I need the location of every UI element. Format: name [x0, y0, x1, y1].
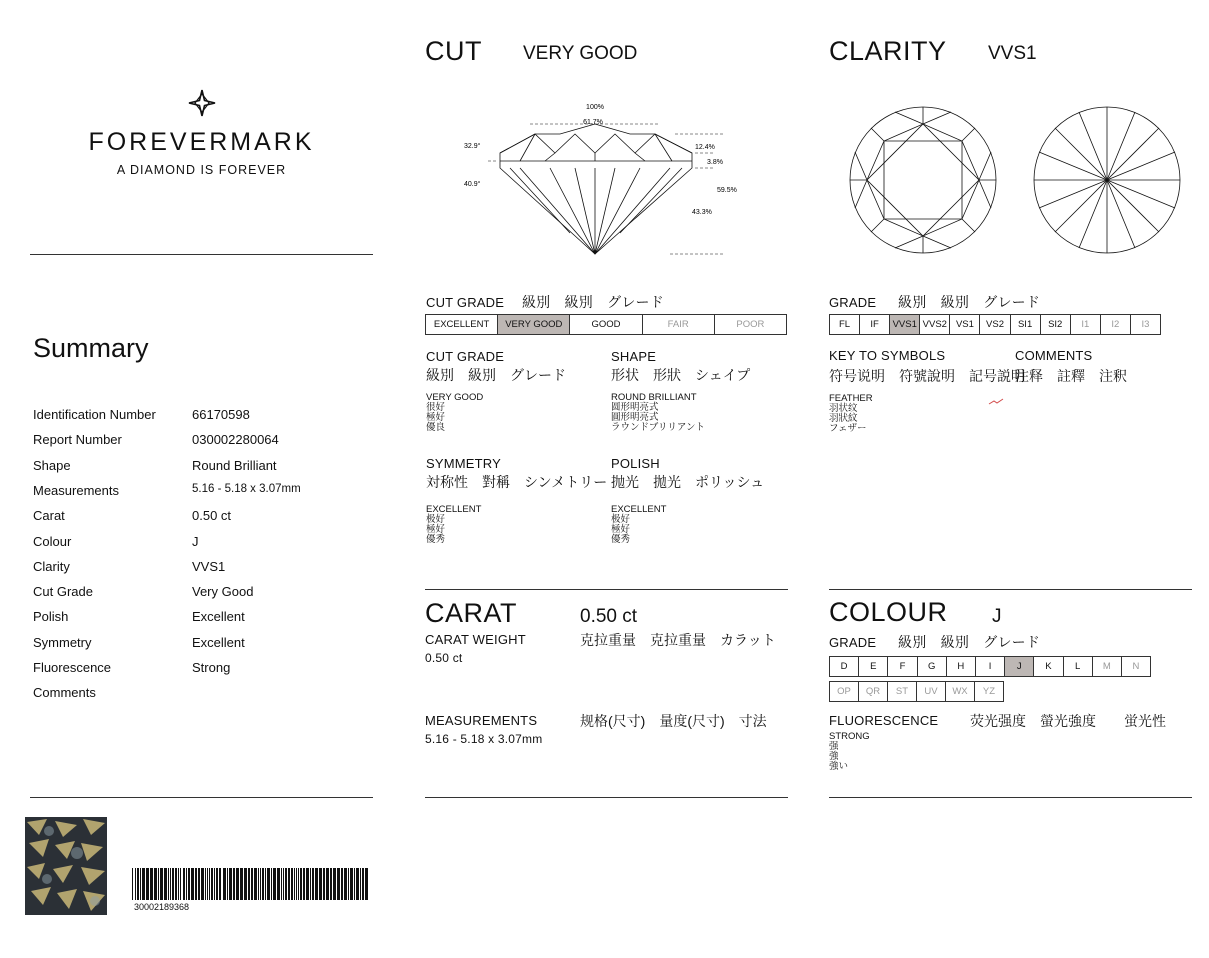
colour-grade-scale	[829, 656, 1151, 677]
barcode-bar	[262, 868, 264, 900]
measurements-label: MEASUREMENTS	[425, 713, 538, 728]
value-line: 強	[829, 751, 839, 762]
cut-grade-scale	[425, 314, 787, 335]
summary-row-label: Shape	[33, 457, 71, 473]
value-line: 强	[829, 741, 839, 752]
summary-title: Summary	[33, 333, 149, 363]
cut-grade-detail-label: CUT GRADE	[426, 349, 505, 364]
divider	[829, 589, 1192, 590]
value-line: 圆形明亮式	[611, 402, 659, 413]
measurements-jp: 规格(尺寸) 量度(尺寸) 寸法	[580, 713, 767, 729]
value-line: 優良	[426, 422, 446, 433]
value-line: 极好	[611, 514, 631, 525]
divider	[30, 797, 373, 798]
shape-value	[611, 393, 705, 433]
barcode-bar	[140, 868, 141, 900]
value-line: 極好	[426, 524, 446, 535]
summary-row-label: Clarity	[33, 558, 70, 574]
colour-value: J	[992, 606, 1002, 627]
colour-grade-scale-extended	[829, 681, 1004, 702]
barcode-bar	[344, 868, 347, 900]
diagram-pavilion-depth: 43.3%	[692, 209, 712, 216]
brand-logo	[30, 88, 373, 177]
value-line: 極好	[611, 524, 631, 535]
barcode-bar	[248, 868, 250, 900]
value-line: 很好	[426, 402, 446, 413]
barcode-bar	[312, 868, 314, 900]
barcode-bar	[142, 868, 145, 900]
value-line: VERY GOOD	[426, 392, 484, 403]
clarity-title: CLARITY	[829, 36, 947, 66]
carat-value: 0.50 ct	[580, 606, 638, 627]
carat-weight-label: CARAT WEIGHT	[425, 632, 526, 647]
barcode-bar	[260, 868, 261, 900]
barcode-bar	[333, 868, 336, 900]
fluorescence-jp: 荧光强度 螢光強度 蛍光性	[970, 713, 1166, 729]
grade-cell: VS2	[980, 315, 1010, 334]
barcode-bar	[178, 868, 179, 900]
value-line: フェザー	[829, 423, 867, 434]
shape-jp: 形状 形狀 シェイプ	[611, 367, 751, 383]
barcode-bar	[265, 868, 266, 900]
summary-row-label: Carat	[33, 508, 65, 524]
barcode-bar	[150, 868, 153, 900]
colour-title: COLOUR	[829, 597, 948, 627]
barcode-bar	[236, 868, 239, 900]
barcode-bar	[154, 868, 157, 900]
barcode-bar	[354, 868, 355, 900]
summary-row-label: Comments	[33, 685, 96, 701]
barcode-bar	[223, 868, 226, 900]
diagram-crown-height: 12.4%	[695, 144, 715, 151]
grade-cell: H	[947, 657, 976, 676]
value-line: EXCELLENT	[426, 504, 482, 515]
key-to-symbols-label: KEY TO SYMBOLS	[829, 348, 946, 363]
barcode-bar	[326, 868, 329, 900]
polish-label: POLISH	[611, 456, 660, 471]
summary-row-value: 5.16 - 5.18 x 3.07mm	[192, 482, 301, 495]
barcode-bar	[227, 868, 228, 900]
grade-cell: IF	[860, 315, 890, 334]
grade-cell: G	[918, 657, 947, 676]
grade-cell: SI1	[1011, 315, 1041, 334]
summary-row-value: Strong	[192, 660, 231, 675]
barcode-bar	[233, 868, 235, 900]
clarity-value: VVS1	[988, 43, 1037, 64]
value-line: 羽状纹	[829, 403, 858, 414]
clarity-plot-crown	[847, 104, 999, 256]
grade-cell: I2	[1101, 315, 1131, 334]
carat-title: CARAT	[425, 598, 518, 628]
grade-cell: I1	[1071, 315, 1101, 334]
barcode-bar	[298, 868, 299, 900]
value-line: 羽狀紋	[829, 413, 858, 424]
barcode-bar	[277, 868, 280, 900]
cut-grade-detail-value	[426, 393, 483, 433]
grade-cell: D	[830, 657, 859, 676]
value-line: EXCELLENT	[611, 504, 667, 515]
barcode-bar	[306, 868, 309, 900]
clarity-grade-label-jp: 級別 級別 グレード	[898, 294, 1041, 310]
grade-cell: I	[976, 657, 1005, 676]
barcode-bar	[135, 868, 136, 900]
brand-name: FOREVERMARK	[88, 128, 315, 156]
barcode-bar	[137, 868, 139, 900]
grade-cell: VVS2	[920, 315, 950, 334]
barcode-bar	[267, 868, 270, 900]
colour-grade-label-text: GRADE	[829, 635, 877, 650]
grade-cell: L	[1064, 657, 1093, 676]
cut-grade-detail-jp: 級別 級別 グレード	[426, 367, 566, 383]
summary-row-value: Excellent	[192, 609, 245, 625]
summary-row-value: Excellent	[192, 634, 245, 650]
grade-cell: WX	[946, 682, 975, 701]
grade-cell: ST	[888, 682, 917, 701]
barcode-bar	[195, 868, 197, 900]
barcode-bar	[348, 868, 349, 900]
grade-cell: FL	[830, 315, 860, 334]
diagram-girdle: 3.8%	[707, 159, 723, 166]
barcode-bar	[273, 868, 276, 900]
summary-row-label: Symmetry	[33, 634, 92, 650]
summary-row-value: 030002280064	[192, 432, 279, 448]
barcode-bar	[158, 868, 159, 900]
barcode-bar	[254, 868, 257, 900]
fluorescence-value	[829, 732, 870, 772]
barcode-bar	[216, 868, 218, 900]
grade-cell: VS1	[950, 315, 980, 334]
carat-weight-jp: 克拉重量 克拉重量 カラット	[580, 632, 776, 648]
grade-cell: POOR	[736, 319, 765, 330]
barcode-bar	[198, 868, 200, 900]
divider	[829, 797, 1192, 798]
clarity-plot-pavilion	[1031, 104, 1183, 256]
clarity-grade-scale	[829, 314, 1161, 335]
barcode-bar	[294, 868, 295, 900]
barcode-bar	[188, 868, 190, 900]
barcode-bar	[283, 868, 284, 900]
grade-cell: K	[1034, 657, 1063, 676]
summary-row-label: Measurements	[33, 482, 119, 498]
barcode-bar	[258, 868, 259, 900]
barcode-bar	[330, 868, 332, 900]
grade-cell: SI2	[1041, 315, 1071, 334]
cut-title: CUT	[425, 36, 482, 66]
barcode-bar	[201, 868, 204, 900]
barcode-bar	[240, 868, 243, 900]
cut-grade-label-text: CUT GRADE	[426, 295, 505, 310]
barcode-bar	[211, 868, 213, 900]
grade-cell: GOOD	[570, 315, 642, 334]
barcode-bar	[170, 868, 171, 900]
summary-row-label: Cut Grade	[33, 584, 93, 600]
cut-proportions-diagram	[460, 98, 750, 260]
grade-cell: YZ	[982, 686, 996, 697]
grade-cell: OP	[830, 682, 859, 701]
barcode-bar	[132, 868, 133, 900]
barcode-bar	[356, 868, 359, 900]
divider	[425, 589, 788, 590]
grade-cell: F	[888, 657, 917, 676]
summary-row-label: Polish	[33, 609, 69, 625]
barcode-bar	[323, 868, 325, 900]
summary-row-label: Colour	[33, 533, 72, 549]
grade-cell: VERY GOOD	[498, 315, 570, 334]
value-line: 優秀	[611, 534, 631, 545]
summary-row-value: 66170598	[192, 407, 250, 422]
grade-cell: FAIR	[643, 315, 715, 334]
barcode-bar	[251, 868, 253, 900]
divider	[425, 797, 788, 798]
key-to-symbols-value	[829, 394, 873, 434]
barcode-bar	[341, 868, 343, 900]
value-line: ROUND BRILLIANT	[611, 392, 697, 403]
diagram-crown-angle: 32.9°	[464, 143, 481, 150]
barcode-bar	[172, 868, 174, 900]
barcode-bar	[244, 868, 247, 900]
summary-row-value: 0.50 ct	[192, 508, 232, 524]
value-line: 圓形明亮式	[611, 412, 659, 423]
value-line: 极好	[426, 514, 446, 525]
barcode-bar	[180, 868, 181, 900]
barcode-bar	[207, 868, 208, 900]
barcode-bar	[362, 868, 364, 900]
grade-cell: M	[1093, 657, 1122, 676]
divider	[30, 254, 373, 255]
symmetry-value	[426, 505, 481, 545]
barcode-bar	[281, 868, 282, 900]
barcode-bar	[300, 868, 302, 900]
symmetry-label: SYMMETRY	[426, 456, 502, 471]
barcode-bar	[209, 868, 210, 900]
barcode-bar	[315, 868, 318, 900]
diamond-logo-icon	[187, 88, 217, 118]
feather-symbol-icon	[988, 398, 1004, 406]
diagram-pavilion-angle: 40.9°	[464, 181, 481, 188]
cut-grade-label	[426, 292, 664, 312]
grade-cell: E	[859, 657, 888, 676]
value-line: FEATHER	[829, 393, 873, 404]
diagram-total-depth: 59.5%	[717, 187, 737, 194]
grade-cell: QR	[859, 682, 888, 701]
barcode-bar	[191, 868, 194, 900]
value-line: STRONG	[829, 731, 870, 742]
barcode-bar	[146, 868, 149, 900]
barcode-bar	[168, 868, 169, 900]
barcode-bar	[303, 868, 305, 900]
barcode	[132, 868, 372, 900]
summary-row-value: VVS1	[192, 558, 226, 574]
hologram-image	[25, 817, 107, 915]
value-line: 極好	[426, 412, 446, 423]
barcode-bar	[337, 868, 340, 900]
barcode-bar	[186, 868, 187, 900]
summary-row-value: Very Good	[192, 584, 254, 600]
fluorescence-label: FLUORESCENCE	[829, 713, 939, 728]
barcode-bar	[219, 868, 221, 900]
barcode-bar	[288, 868, 290, 900]
polish-jp: 抛光 拋光 ポリッシュ	[611, 474, 765, 490]
barcode-bar	[175, 868, 177, 900]
grade-cell: VVS1	[890, 315, 920, 334]
grade-cell: I3	[1141, 319, 1150, 330]
value-line: 強い	[829, 761, 849, 772]
summary-row-label: Fluorescence	[33, 660, 112, 675]
barcode-bar	[296, 868, 297, 900]
diagram-table-pct: 100%	[586, 104, 604, 111]
grade-cell: EXCELLENT	[426, 315, 498, 334]
value-line: 優秀	[426, 534, 446, 545]
diagram-table-width: 61.7%	[583, 119, 603, 126]
barcode-bar	[350, 868, 353, 900]
clarity-grade-label	[829, 292, 1040, 312]
cut-grade-label-jp: 級別 級別 グレード	[521, 294, 664, 310]
brand-tagline: A DIAMOND IS FOREVER	[116, 163, 287, 177]
cut-value: VERY GOOD	[523, 43, 638, 64]
barcode-bar	[271, 868, 272, 900]
summary-row-value: Round Brilliant	[192, 457, 277, 473]
colour-grade-label	[829, 632, 1040, 652]
measurements-value: 5.16 - 5.18 x 3.07mm	[425, 732, 543, 746]
grade-cell: N	[1132, 661, 1140, 672]
barcode-bar	[360, 868, 361, 900]
barcode-bar	[365, 868, 368, 900]
comments-jp: 注释 註釋 注釈	[1015, 368, 1127, 384]
key-to-symbols-jp: 符号说明 符號說明 記号説明	[829, 368, 1025, 384]
grade-cell: J	[1005, 657, 1034, 676]
clarity-grade-label-text: GRADE	[829, 295, 877, 310]
barcode-bar	[310, 868, 311, 900]
barcode-bar	[285, 868, 287, 900]
summary-row-label: Identification Number	[33, 407, 156, 422]
value-line: ラウンドブリリアント	[611, 422, 705, 433]
summary-row-value: J	[192, 533, 199, 549]
colour-grade-label-jp: 級別 級別 グレード	[898, 634, 1041, 650]
barcode-bar	[291, 868, 293, 900]
symmetry-jp: 対称性 對稱 シンメトリー	[426, 474, 608, 490]
comments-label: COMMENTS	[1015, 348, 1093, 363]
barcode-bar	[319, 868, 322, 900]
barcode-bar	[214, 868, 215, 900]
barcode-bar	[183, 868, 185, 900]
barcode-bar	[205, 868, 206, 900]
barcode-bar	[160, 868, 163, 900]
barcode-number: 30002189368	[134, 902, 190, 912]
summary-row-label: Report Number	[33, 432, 122, 448]
shape-label: SHAPE	[611, 349, 657, 364]
barcode-bar	[164, 868, 167, 900]
barcode-bar	[229, 868, 232, 900]
carat-weight-value: 0.50 ct	[425, 651, 463, 665]
polish-value	[611, 505, 666, 545]
grade-cell: UV	[917, 682, 946, 701]
